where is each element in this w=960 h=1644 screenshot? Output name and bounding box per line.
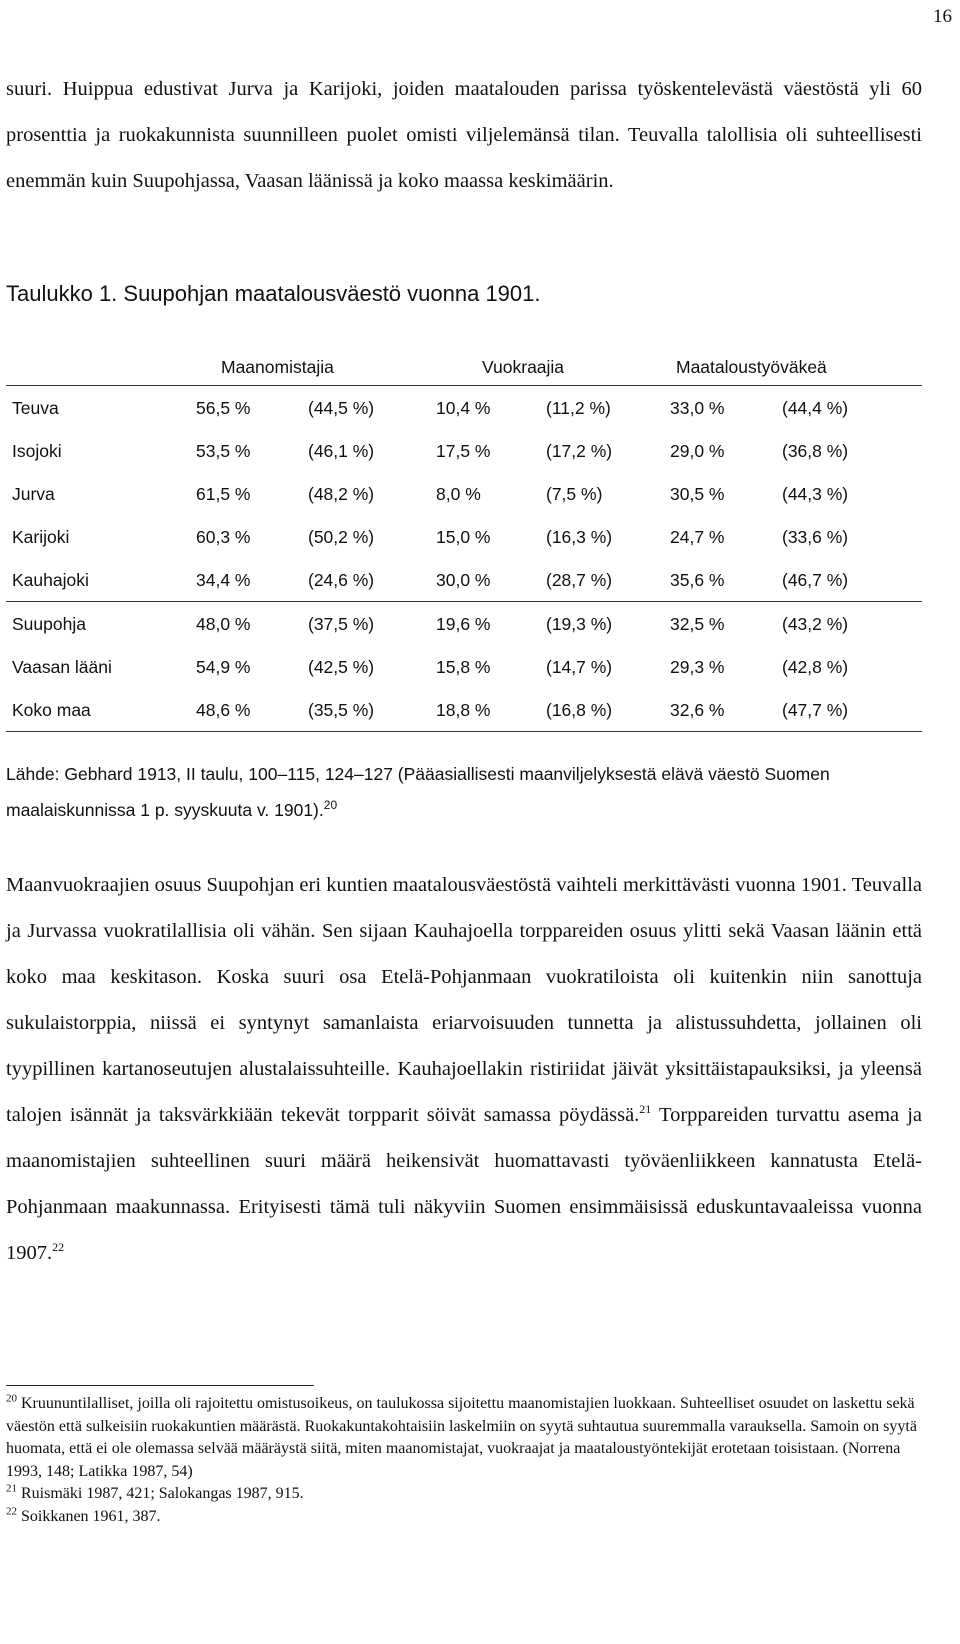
footnote-ref-20: 20 <box>323 798 338 813</box>
row-label: Kauhajoki <box>12 570 89 590</box>
table-cell: 8,0 % <box>436 484 481 504</box>
table-cell: 56,5 % <box>196 398 251 418</box>
table-cell: 29,3 % <box>670 657 725 677</box>
table-cell: (50,2 %) <box>308 527 375 547</box>
table-cell: (11,2 %) <box>546 398 611 418</box>
row-label: Isojoki <box>12 441 62 461</box>
table-cell: (24,6 %) <box>308 570 375 590</box>
body-paragraph-1 <box>6 862 922 1276</box>
table-row <box>6 472 922 515</box>
table-cell: 60,3 % <box>196 527 251 547</box>
table-cell: (36,8 %) <box>782 441 849 461</box>
table-cell: (46,7 %) <box>782 570 849 590</box>
footnote-20 <box>6 1393 922 1483</box>
table-caption: Taulukko 1. Suupohjan maatalousväestö vuonna 1901. <box>6 281 541 306</box>
table-row <box>6 429 922 472</box>
table-cell: 32,6 % <box>670 700 725 720</box>
footnote-ref-21: 21 <box>639 1102 652 1117</box>
table-row <box>6 688 922 732</box>
table-row <box>6 645 922 688</box>
table-cell: 32,5 % <box>670 614 725 634</box>
table-cell: (28,7 %) <box>546 570 613 590</box>
header-farmworkers: Maataloustyöväkeä <box>676 357 827 377</box>
table-cell: (14,7 %) <box>546 657 613 677</box>
table-cell: (7,5 %) <box>546 484 603 504</box>
table-cell: (47,7 %) <box>782 700 849 720</box>
row-label: Karijoki <box>12 527 70 547</box>
body-paragraph-2-text: Torppareiden turvattu asema ja maanomistajien suhteellinen suuri määrä heikensivät huomattavasti työväenliikkeen kannatusta Etelä-Pohjanmaan maakunnassa. Erityisesti tämä tuli näkyviin Suomen ensimmäisissä eduskuntavaaleissa vuonna 1907. <box>6 1104 923 1264</box>
table-cell: (44,5 %) <box>308 398 375 418</box>
body-paragraph-1-text: Maanvuokraajien osuus Suupohjan eri kuntien maatalousväestöstä vaihteli merkittävästi vuonna 1901. Teuvalla ja Jurvassa vuokratilallisia oli vähän. Sen sijaan Kauhajoella torppareiden osuus ylitti sekä Vaasan läänin että koko maa keskitason. Koska suuri osa Etelä-Pohjanmaan vuokratiloista oli kuitenkin niin sanottuja sukulaistorppia, niissä ei syntynyt samanlaista eriarvoisuuden tunnetta ja alistussuhdetta, jollainen oli tyypillinen kartanoseutujen alustalaissuhteille. Kauhajoellakin ristiriidat jäivät yksittäistapauksiksi, ja yleensä talojen isännät ja taksvärkkiään tekevät torpparit söivät samassa pöydässä. <box>6 874 922 1126</box>
footnote-number: 21 <box>6 1482 17 1495</box>
row-label: Teuva <box>12 398 59 418</box>
footnote-text: Soikkanen 1961, 387. <box>21 1507 161 1525</box>
table-row <box>6 515 922 558</box>
table-cell: (42,8 %) <box>782 657 849 677</box>
table-cell: (46,1 %) <box>308 441 375 461</box>
table-cell: 35,6 % <box>670 570 725 590</box>
table-cell: (16,8 %) <box>546 700 613 720</box>
page-number: 16 <box>933 6 952 27</box>
footnotes <box>6 1393 922 1528</box>
table-cell: (16,3 %) <box>546 527 613 547</box>
table-cell: 19,6 % <box>436 614 491 634</box>
table-cell: 24,7 % <box>670 527 725 547</box>
table-cell: 48,0 % <box>196 614 251 634</box>
table-cell: 15,0 % <box>436 527 491 547</box>
table-cell: (44,4 %) <box>782 398 849 418</box>
table-cell: 33,0 % <box>670 398 725 418</box>
table-cell: (33,6 %) <box>782 527 849 547</box>
table-cell: (48,2 %) <box>308 484 375 504</box>
footnote-text: Kruununtilalliset, joilla oli rajoitettu omistusoikeus, on taulukossa sijoitettu maanomistajien luokkaan. Suhteelliset osuudet on laskettu sekä väestön että sulkeisiin ruokakuntien määrästä. Ruokakuntakohtaisiin laskelmiin on syytä suhtautua suuremmalla varauksella. Samoin on syytä huomata, että ei ole olemassa selvää määräystä siitä, miten maanomistajat, vuokraajat ja maataloustyöntekijät erotetaan toisistaan. (Norrena 1993, 148; Latikka 1987, 54) <box>6 1395 917 1480</box>
table-cell: 10,4 % <box>436 398 491 418</box>
table-row <box>6 386 922 429</box>
table-cell: (44,3 %) <box>782 484 849 504</box>
table-cell: 53,5 % <box>196 441 251 461</box>
row-label: Suupohja <box>12 614 86 634</box>
table-cell: 29,0 % <box>670 441 725 461</box>
table-row <box>6 601 922 645</box>
table-cell: 61,5 % <box>196 484 251 504</box>
row-label: Jurva <box>12 484 55 504</box>
table-cell: 18,8 % <box>436 700 491 720</box>
footnote-ref-22: 22 <box>52 1240 65 1255</box>
table-cell: (43,2 %) <box>782 614 849 634</box>
table-source <box>6 756 922 828</box>
table-cell: (42,5 %) <box>308 657 375 677</box>
header-landowners: Maanomistajia <box>221 357 334 377</box>
table-cell: 30,0 % <box>436 570 491 590</box>
intro-paragraph: suuri. Huippua edustivat Jurva ja Karijoki, joiden maatalouden parissa työskentelevästä väestöstä yli 60 prosenttia ja ruokakunnista suunnilleen puolet omisti viljelemänsä tilan. Teuvalla talollisia oli suhteellisesti enemmän kuin Suupohjassa, Vaasan läänissä ja koko maassa keskimäärin. <box>6 78 922 192</box>
table-cell: (35,5 %) <box>308 700 375 720</box>
header-tenants: Vuokraajia <box>482 357 565 377</box>
footnote-21 <box>6 1483 922 1506</box>
table-cell: 34,4 % <box>196 570 251 590</box>
table-source-text: Lähde: Gebhard 1913, II taulu, 100–115, 124–127 (Pääasiallisesti maanviljelyksestä elävä väestö Suomen maalaiskunnissa 1 p. syyskuuta v. 1901). <box>6 764 830 820</box>
table-cell: (19,3 %) <box>546 614 613 634</box>
table-row <box>6 558 922 601</box>
table-cell: 48,6 % <box>196 700 251 720</box>
population-table <box>6 345 922 732</box>
footnote-separator <box>6 1385 314 1386</box>
table-cell: (17,2 %) <box>546 441 613 461</box>
row-label: Koko maa <box>12 700 91 720</box>
table-cell: (37,5 %) <box>308 614 375 634</box>
table-cell: 30,5 % <box>670 484 725 504</box>
table-cell: 15,8 % <box>436 657 491 677</box>
table-header-row <box>6 345 922 386</box>
table-cell: 17,5 % <box>436 441 491 461</box>
footnote-number: 20 <box>6 1392 17 1405</box>
footnote-22 <box>6 1506 922 1529</box>
table-cell: 54,9 % <box>196 657 251 677</box>
footnote-text: Ruismäki 1987, 421; Salokangas 1987, 915. <box>21 1485 304 1502</box>
footnote-number: 22 <box>6 1505 17 1518</box>
row-label: Vaasan lääni <box>12 657 112 677</box>
